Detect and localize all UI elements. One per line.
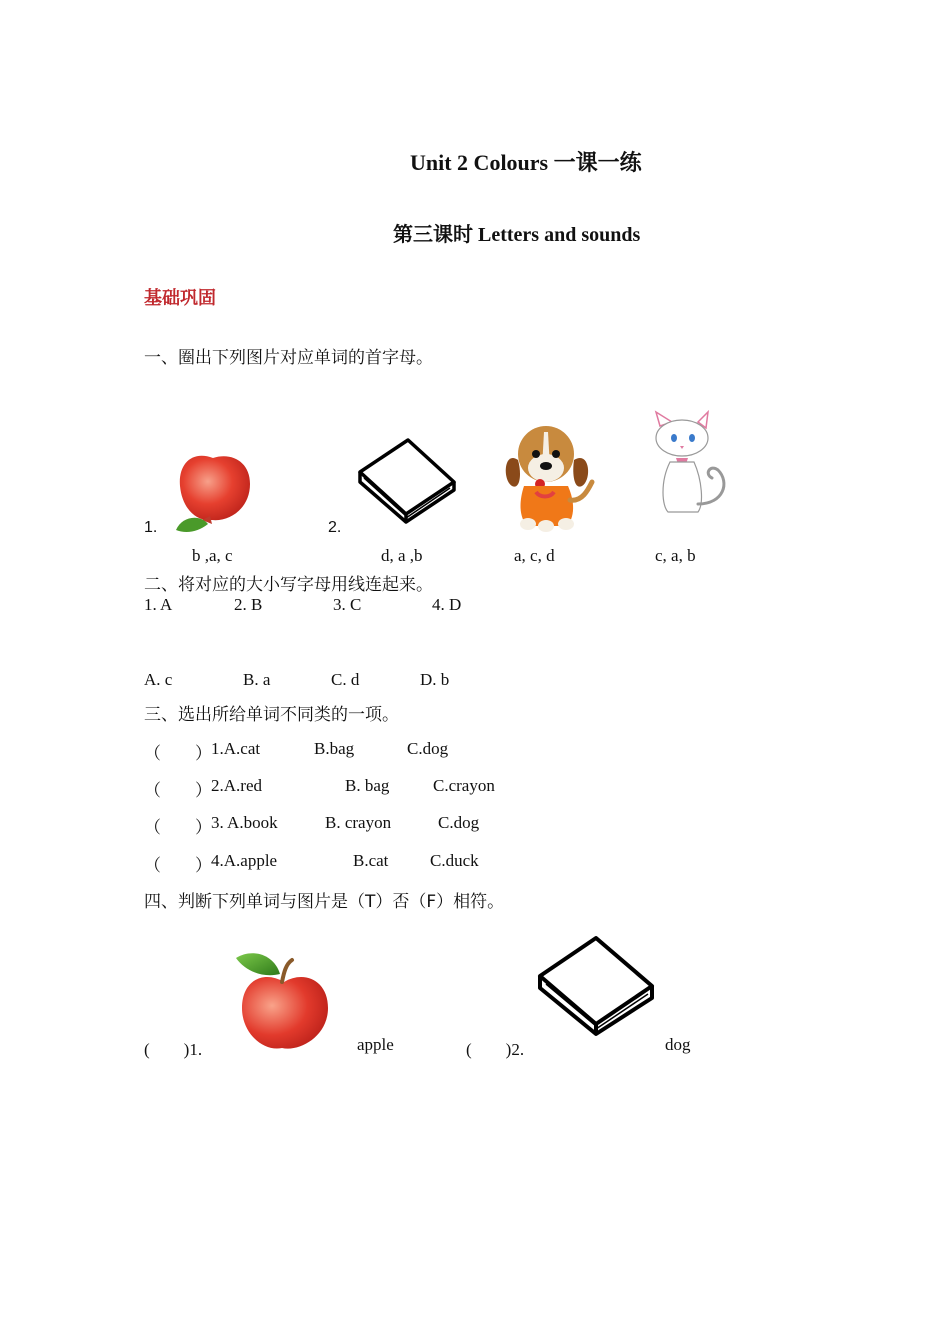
part3-row3-blank[interactable]: （ ）	[144, 818, 212, 838]
book-icon	[536, 936, 656, 1036]
part3-row3-b: B. crayon	[325, 813, 392, 832]
part4-item1-word: apple	[357, 1035, 394, 1054]
part3-row4-b: B.cat	[353, 851, 389, 870]
part3-row1-blank[interactable]: （ ）	[144, 744, 212, 764]
part1-item2-number: 2.	[328, 519, 342, 536]
dog-icon	[500, 420, 596, 532]
part3-row1-b: B.bag	[314, 739, 355, 758]
book-icon	[356, 438, 456, 522]
part2-lower-d: D. b	[420, 670, 450, 689]
part2-lower-b: B. a	[243, 670, 271, 689]
section-label: 基础巩固	[144, 288, 216, 309]
page-title: Unit 2 Colours 一课一练	[410, 150, 642, 175]
part2-upper-3: 3. C	[333, 595, 362, 614]
part2-instruction: 二、将对应的大小写字母用线连起来。	[144, 575, 433, 595]
part1-item1-options: b ,a, c	[192, 546, 233, 565]
part4-item2-blank[interactable]: ( )2.	[466, 1040, 525, 1059]
part3-row2-b: B. bag	[345, 776, 390, 795]
part3-row1-a: 1.A.cat	[211, 739, 261, 758]
part1-instruction: 一、圈出下列图片对应单词的首字母。	[144, 348, 433, 368]
part4-instruction: 四、判断下列单词与图片是（T）否（F）相符。	[144, 892, 505, 912]
page-subtitle: 第三课时 Letters and sounds	[393, 224, 641, 246]
part2-upper-4: 4. D	[432, 595, 462, 614]
part3-row4-c: C.duck	[430, 851, 479, 870]
part2-upper-1: 1. A	[144, 595, 173, 614]
part1-item1-number: 1.	[144, 519, 158, 536]
part3-instruction: 三、选出所给单词不同类的一项。	[144, 705, 399, 725]
part3-row3-a: 3. A.book	[211, 813, 278, 832]
apple-icon	[172, 450, 254, 536]
part3-row2-a: 2.A.red	[211, 776, 262, 795]
part1-item2-options: d, a ,b	[381, 546, 423, 565]
part1-item3-options: a, c, d	[514, 546, 555, 565]
part4-item2-word: dog	[665, 1035, 691, 1054]
part3-row2-blank[interactable]: （ ）	[144, 781, 212, 801]
cat-icon	[646, 412, 732, 518]
part2-upper-2: 2. B	[234, 595, 263, 614]
part3-row3-c: C.dog	[438, 813, 480, 832]
apple-icon	[234, 950, 330, 1052]
part3-row1-c: C.dog	[407, 739, 449, 758]
part1-item4-options: c, a, b	[655, 546, 696, 565]
part3-row4-blank[interactable]: （ ）	[144, 856, 212, 876]
part3-row4-a: 4.A.apple	[211, 851, 278, 870]
part2-lower-a: A. c	[144, 670, 173, 689]
part4-item1-blank[interactable]: ( )1.	[144, 1040, 203, 1059]
part2-lower-c: C. d	[331, 670, 360, 689]
part3-row2-c: C.crayon	[433, 776, 495, 795]
